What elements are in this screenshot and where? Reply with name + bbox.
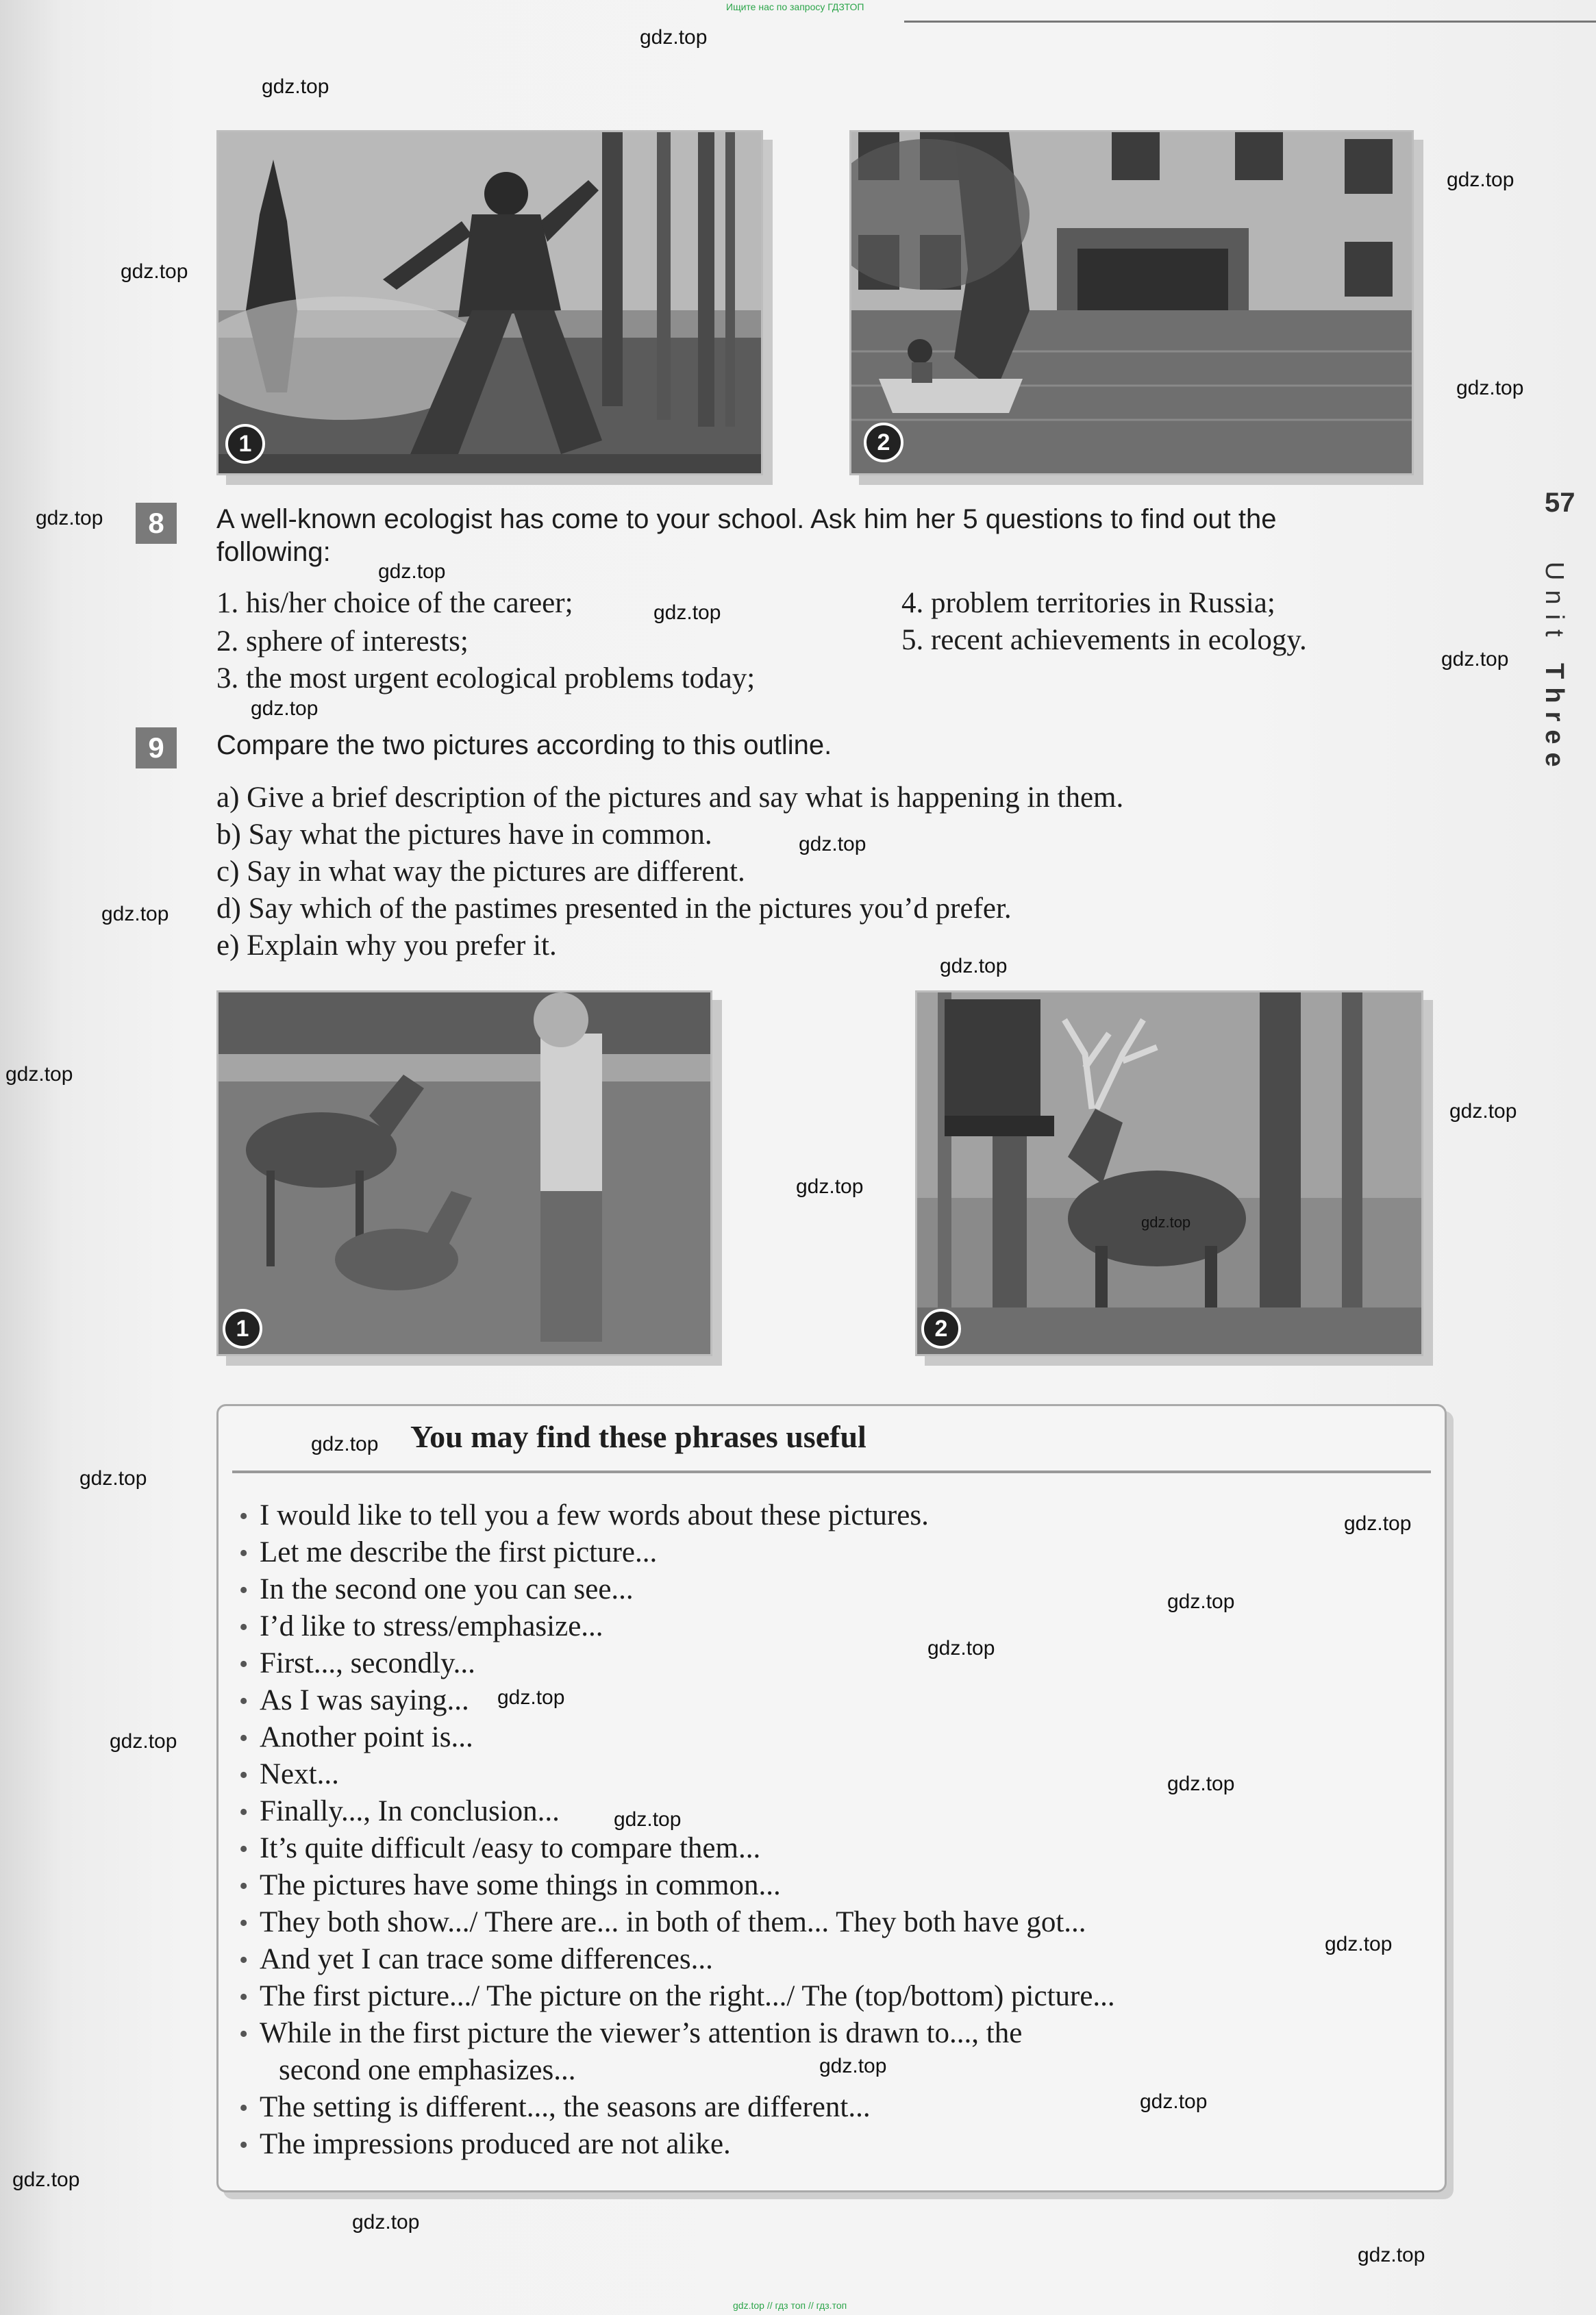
phrase-item: • While in the first picture the viewer’s attention is drawn to..., the bbox=[239, 2015, 1022, 2053]
watermark: gdz.top bbox=[378, 560, 446, 583]
unit-name: Three bbox=[1540, 663, 1569, 775]
phrase-item: • And yet I can trace some differences... bbox=[239, 1941, 713, 1979]
task-number-badge: 8 bbox=[136, 503, 177, 544]
unit-word: Unit bbox=[1540, 562, 1569, 647]
bullet: • bbox=[239, 1650, 249, 1679]
watermark: gdz.top bbox=[640, 26, 708, 49]
bullet: • bbox=[239, 1798, 249, 1827]
watermark: gdz.top bbox=[1167, 1773, 1235, 1795]
flooded-building-photo bbox=[849, 130, 1414, 475]
deer-feeder-photo bbox=[915, 990, 1423, 1356]
task-number-badge: 9 bbox=[136, 727, 177, 768]
photo-number-badge: 1 bbox=[225, 424, 265, 464]
list-item: 3. the most urgent ecological problems today; bbox=[216, 662, 756, 694]
phrase-item: • Let me describe the first picture... bbox=[239, 1534, 657, 1572]
bullet: • bbox=[239, 1576, 249, 1605]
list-item: d) Say which of the pastimes presented in the pictures you’d prefer. bbox=[216, 892, 1012, 925]
list-item: c) Say in what way the pictures are different. bbox=[216, 855, 745, 888]
phrases-title: You may find these phrases useful bbox=[410, 1419, 866, 1454]
list-item: 2. sphere of interests; bbox=[216, 625, 469, 658]
phrase-item-continuation: second one emphasizes... bbox=[279, 2054, 576, 2086]
phrase-item: • Next... bbox=[239, 1756, 339, 1794]
bullet: • bbox=[239, 2131, 249, 2160]
watermark: gdz.top bbox=[1167, 1590, 1235, 1613]
watermark: gdz.top bbox=[1141, 1214, 1191, 1231]
task9-title: Compare the two pictures according to this outline. bbox=[216, 730, 832, 760]
task8-title-line1: A well-known ecologist has come to your school. Ask him her 5 questions to find out the bbox=[216, 504, 1277, 534]
bullet: • bbox=[239, 1613, 249, 1642]
phrase-item: • The setting is different..., the seasons are different... bbox=[239, 2089, 871, 2127]
watermark: gdz.top bbox=[352, 2211, 420, 2233]
phrase-item: • First..., secondly... bbox=[239, 1645, 475, 1683]
watermark: gdz.top bbox=[1344, 1512, 1412, 1535]
photo-number-badge: 2 bbox=[921, 1309, 961, 1349]
phrase-item: • I’d like to stress/emphasize... bbox=[239, 1608, 603, 1646]
bullet: • bbox=[239, 1946, 249, 1975]
watermark: gdz.top bbox=[36, 507, 103, 529]
phrase-item: • Finally..., In conclusion... bbox=[239, 1793, 560, 1831]
list-item: b) Say what the pictures have in common. bbox=[216, 818, 712, 851]
bottom-banner[interactable]: gdz.top // гдз топ // гдз.топ bbox=[733, 2300, 847, 2311]
phrase-item: • In the second one you can see... bbox=[239, 1571, 634, 1609]
bullet: • bbox=[239, 2094, 249, 2123]
bullet: • bbox=[239, 1761, 249, 1790]
phrase-item: • It’s quite difficult /easy to compare them... bbox=[239, 1830, 760, 1868]
watermark: gdz.top bbox=[1449, 1100, 1517, 1123]
watermark: gdz.top bbox=[1447, 168, 1514, 191]
bullet: • bbox=[239, 1687, 249, 1716]
watermark: gdz.top bbox=[5, 1063, 73, 1086]
girl-feeding-deer-photo bbox=[216, 990, 712, 1356]
photo-number-badge: 1 bbox=[223, 1309, 262, 1349]
bullet: • bbox=[239, 1502, 249, 1531]
bullet: • bbox=[239, 2020, 249, 2049]
watermark: gdz.top bbox=[1140, 2090, 1208, 2113]
watermark: gdz.top bbox=[653, 601, 721, 624]
watermark: gdz.top bbox=[1358, 2244, 1425, 2266]
watermark: gdz.top bbox=[796, 1175, 864, 1198]
bullet: • bbox=[239, 1539, 249, 1568]
phrase-item: • The pictures have some things in common... bbox=[239, 1867, 781, 1905]
watermark: gdz.top bbox=[311, 1433, 379, 1455]
page-number: 57 bbox=[1545, 488, 1575, 518]
bullet: • bbox=[239, 1835, 249, 1864]
watermark: gdz.top bbox=[927, 1637, 995, 1660]
watermark: gdz.top bbox=[79, 1467, 147, 1490]
list-item: 1. his/her choice of the career; bbox=[216, 587, 573, 619]
watermark: gdz.top bbox=[1441, 648, 1509, 671]
watermark: gdz.top bbox=[819, 2055, 887, 2077]
photo-number-badge: 2 bbox=[864, 423, 903, 462]
top-divider bbox=[904, 21, 1596, 23]
phrases-divider bbox=[232, 1471, 1431, 1473]
watermark: gdz.top bbox=[1325, 1933, 1393, 1955]
list-item: e) Explain why you prefer it. bbox=[216, 929, 557, 962]
watermark: gdz.top bbox=[497, 1686, 565, 1709]
bullet: • bbox=[239, 1724, 249, 1753]
watermark: gdz.top bbox=[121, 260, 188, 283]
phrase-item: • The impressions produced are not alike. bbox=[239, 2126, 731, 2164]
unit-label bbox=[1539, 562, 1569, 775]
watermark: gdz.top bbox=[251, 697, 319, 720]
top-banner[interactable]: Ищите нас по запросу ГДЗТОП bbox=[726, 1, 864, 12]
phrase-item: • The first picture.../ The picture on the right.../ The (top/bottom) picture... bbox=[239, 1978, 1115, 2016]
watermark: gdz.top bbox=[101, 903, 169, 925]
watermark: gdz.top bbox=[940, 955, 1008, 977]
watermark: gdz.top bbox=[12, 2168, 80, 2191]
task8-title-line2: following: bbox=[216, 537, 331, 567]
bullet: • bbox=[239, 1983, 249, 2012]
list-item: 4. problem territories in Russia; bbox=[901, 587, 1275, 619]
bullet: • bbox=[239, 1872, 249, 1901]
phrase-item: • I would like to tell you a few words about these pictures. bbox=[239, 1497, 929, 1535]
phrase-item: • They both show.../ There are... in both of them... They both have got... bbox=[239, 1904, 1086, 1942]
list-item: a) Give a brief description of the pictures and say what is happening in them. bbox=[216, 781, 1124, 814]
watermark: gdz.top bbox=[1456, 377, 1524, 399]
phrase-item: • As I was saying... bbox=[239, 1682, 469, 1720]
phrase-item: • Another point is... bbox=[239, 1719, 473, 1757]
list-item: 5. recent achievements in ecology. bbox=[901, 624, 1307, 656]
watermark: gdz.top bbox=[110, 1730, 177, 1753]
firefighter-photo bbox=[216, 130, 763, 475]
watermark: gdz.top bbox=[262, 75, 329, 98]
watermark: gdz.top bbox=[614, 1808, 682, 1831]
watermark: gdz.top bbox=[799, 833, 866, 855]
bullet: • bbox=[239, 1909, 249, 1938]
